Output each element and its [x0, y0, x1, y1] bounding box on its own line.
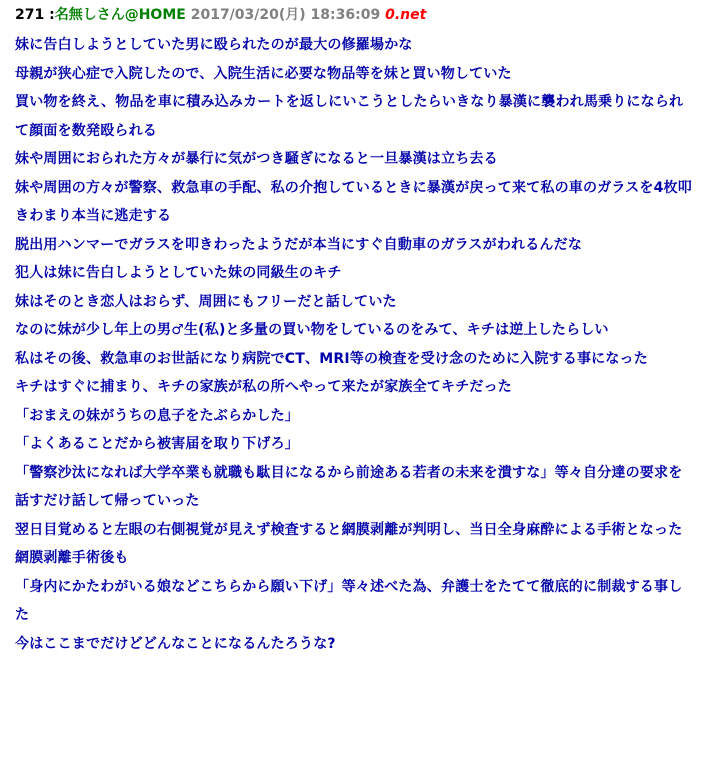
post-line: 今はここまでだけどどんなことになるんたろうな? [15, 635, 336, 652]
post-line: 買い物を終え、物品を車に積み込みカートを返しにいこうとしたらいきなり暴漢に襲われ馬乗りになられて顔面を数発殴られる [15, 94, 684, 139]
post-line: 妹や周囲におられた方々が暴行に気がつき騒ぎになると一旦暴漢は立ち去る [15, 151, 498, 167]
post-line: 妹や周囲の方々が警察、救急車の手配、私の介抱しているときに暴漢が戻って来て私の車のガラスを4枚叩きわまり本当に逃走する [15, 179, 692, 224]
post-line: 私はその後、救急車のお世話になり病院でCT、MRI等の検査を受け念のために入院する事になった [15, 350, 648, 367]
post-separator: : [44, 7, 55, 23]
post-line: 「おまえの妹がうちの息子をたぶらかした」 [15, 407, 299, 424]
post-line: キチはすぐに捕まり、キチの家族が私の所へやって来たが家族全てキチだった [15, 379, 512, 395]
post-header [15, 5, 686, 25]
post-line: 「よくあることだから被害届を取り下げろ」 [15, 436, 299, 452]
post-date: 2017/03/20(月) 18:36:09 [190, 7, 381, 23]
post-line: 脱出用ハンマーでガラスを叩きわったようだが本当にすぐ自動車のガラスがわれるんだな [15, 236, 583, 253]
post-line: 網膜剥離手術後も [15, 550, 129, 566]
poster-name: 名無しさん@HOME [54, 7, 186, 23]
post-line: 犯人は妹に告白しようとしていた妹の同級生のキチ [15, 265, 342, 281]
post-number[interactable]: 271 [15, 7, 45, 23]
post-line: 「警察沙汰になれば大学卒業も就職も駄目になるから前途ある若者の未来を潰すな」等々自分達の要求を話すだけ話して帰っていった [15, 464, 683, 509]
post-line: 翌日目覚めると左眼の右側視覚が見えず検査すると網膜剥離が判明し、当日全身麻酔による手術となった [15, 521, 683, 538]
post-line: なのに妹が少し年上の男♂生(私)と多量の買い物をしているのをみて、キチは逆上したらしい [15, 322, 609, 338]
post-site: 0.net [385, 7, 427, 23]
post-line: 妹に告白しようとしていた男に殴られたのが最大の修羅場かな [15, 37, 413, 53]
post-line: 母親が狭心症で入院したので、入院生活に必要な物品等を妹と買い物していた [15, 65, 512, 82]
post-line: 「身内にかたわがいる娘などこちらから願い下げ」等々述べた為、弁護士をたてて徹底的に制裁する事した [15, 578, 683, 623]
post-line: 妹はそのとき恋人はおらず、周囲にもフリーだと話していた [15, 293, 397, 310]
post-body [15, 31, 695, 658]
